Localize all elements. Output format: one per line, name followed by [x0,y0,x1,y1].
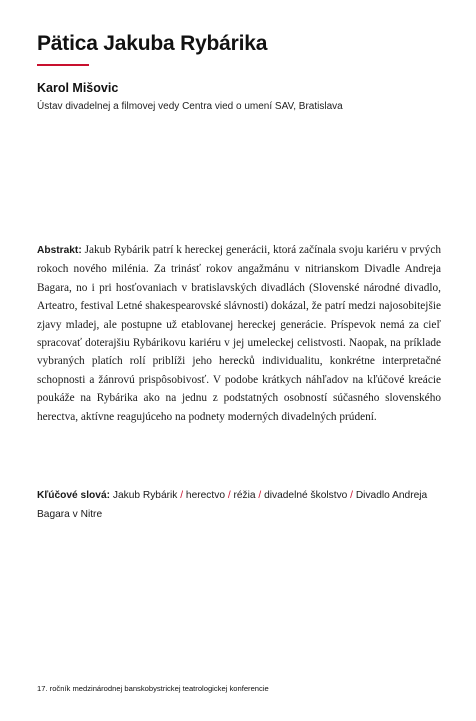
author-affiliation: Ústav divadelnej a filmovej vedy Centra vied o umení SAV, Bratislava [37,101,343,112]
keyword-separator: / [347,490,356,501]
keyword-separator: / [255,490,265,501]
keyword: herectvo [185,490,225,501]
abstract-text: Jakub Rybárik patrí k hereckej generácii, ktorá začínala svoju kariéru v prvých rokoch nového milénia. Za trinásť rokov angažmánu v nitrianskom Divadle Andreja Bagara, no i pri hosťovaniach v bratislavských divadlách (Slovenské národné divadlo, Arteatro, festival Letné shakespearovské slávnosti) dokázal, že patrí medzi najosobitejšie zjavy mladej, ale postupne už etablovanej hereckej generácie. Príspevok nemá za cieľ spracovať doterajšiu Rybárikovu kariéru v jej umeleckej celistvosti. Naopak, na príklade vybraných platích rolí priblíži jeho herecků individualitu, konkrétne interpretačné schopnosti a žánrovú prispôsobivosť. V podobe krátkych náhľadov na kľúčové kreácie poukáže na Rybárika ako na jednu z podstatných osobností súčasného slovenského herectva, aktívne reagujúceho na podnety moderných divadelných prúdení. [37,244,441,423]
keyword: Jakub Rybárik [112,490,178,501]
page-footer: 17. ročník medzinárodnej banskobystrickej teatrologickej konferencie [37,684,269,693]
keyword: Divadlo Andreja Bagara v Nitre [37,490,428,520]
keyword: divadelné školstvo [264,490,348,501]
keywords-label: Kľúčové slová: [37,490,110,501]
abstract-label: Abstrakt: [37,245,82,256]
article-title: Pätica Jakuba Rybárika [37,32,268,55]
keyword: réžia [233,490,256,501]
keyword-separator: / [224,490,234,501]
keyword-separator: / [177,490,186,501]
author-name: Karol Mišovic [37,81,119,95]
keywords-paragraph [37,486,447,524]
title-accent-rule [37,64,89,66]
abstract-paragraph [37,241,441,426]
